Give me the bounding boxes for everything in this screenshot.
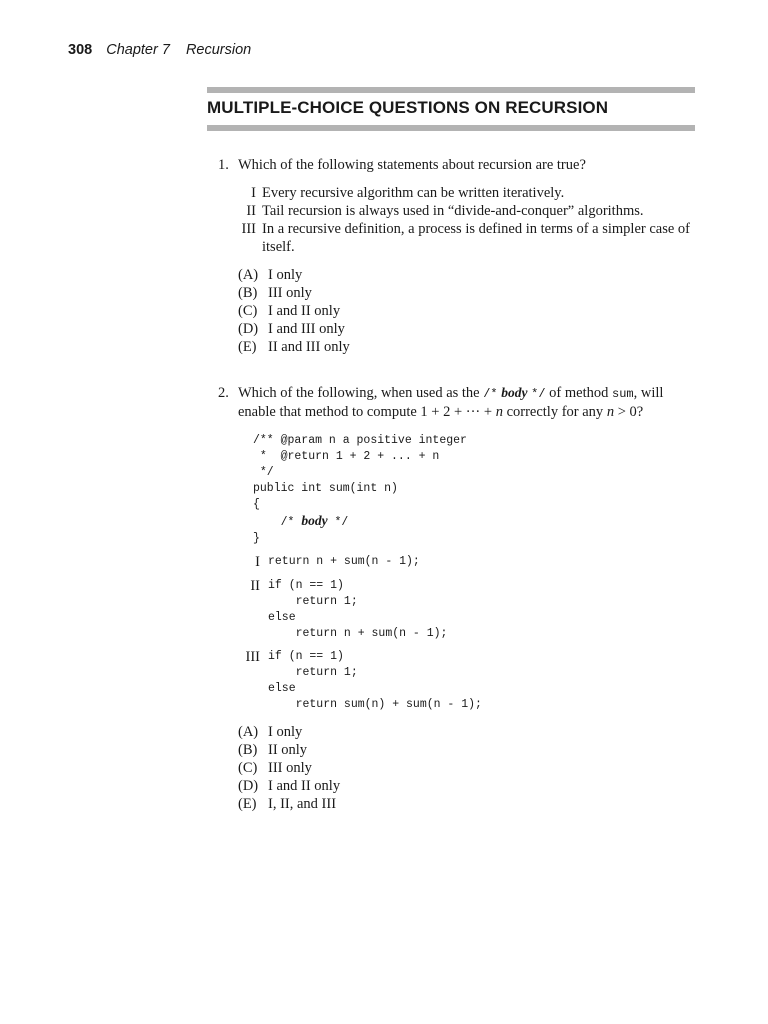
answer-choice[interactable] — [238, 723, 696, 741]
stem-code: /* — [483, 387, 498, 401]
code-line: } — [253, 532, 260, 545]
answer-choice[interactable] — [238, 795, 696, 813]
choice-text: I only — [268, 267, 303, 283]
choice-text: II only — [268, 742, 308, 758]
choice-label: (E) — [238, 796, 257, 812]
answer-choice[interactable] — [238, 741, 696, 759]
option-item — [218, 553, 696, 571]
choice-text: I and II only — [268, 303, 341, 319]
choice-label: (B) — [238, 742, 258, 758]
code-line: /** @param n a positive integer — [253, 434, 467, 447]
question-1-stem — [218, 156, 696, 174]
stem-body-word: body — [501, 385, 528, 400]
choice-label: (D) — [238, 778, 259, 794]
code-comment: /* — [253, 516, 295, 529]
option-item — [218, 577, 696, 642]
choice-label: (A) — [238, 724, 259, 740]
choice-text: II and III only — [268, 339, 350, 355]
stem-text: correctly for any — [502, 404, 607, 420]
statement-text: Every recursive algorithm can be written iteratively. — [262, 185, 565, 201]
answer-choice[interactable] — [238, 759, 696, 777]
answer-choice[interactable] — [238, 338, 696, 356]
answer-choice[interactable] — [238, 777, 696, 795]
code-line-body — [253, 513, 696, 531]
answer-choice[interactable] — [238, 284, 696, 302]
question-2-stem — [218, 384, 696, 421]
question-number: 2. — [218, 385, 229, 401]
choice-text: III only — [268, 285, 312, 301]
choice-text: III only — [268, 760, 312, 776]
option-code: if (n == 1) return 1; else return n + sum(n - 1); — [268, 579, 448, 640]
choice-text: I only — [268, 724, 303, 740]
statement-label: II — [246, 203, 256, 219]
chapter-label: Chapter 7 — [106, 42, 170, 58]
option-list — [218, 553, 696, 713]
option-item — [218, 648, 696, 713]
code-line: { — [253, 498, 260, 511]
question-text: Which of the following statements about recursion are true? — [238, 157, 586, 173]
answer-choice[interactable] — [238, 320, 696, 338]
page-number: 308 — [68, 42, 93, 58]
stem-text: Which of the following, when used as the — [238, 385, 484, 401]
choice-text: I, II, and III — [268, 796, 337, 812]
option-code: return n + sum(n - 1); — [268, 555, 420, 568]
running-head — [68, 42, 251, 58]
option-label: II — [250, 578, 260, 594]
chapter-title: Recursion — [185, 42, 252, 58]
choice-label: (A) — [238, 267, 259, 283]
section-title: MULTIPLE-CHOICE QUESTIONS ON RECURSION — [207, 98, 609, 117]
stem-text: of method — [545, 385, 612, 401]
answer-choices — [238, 723, 696, 813]
code-line: public int sum(int n) — [253, 482, 398, 495]
stem-text: > 0? — [614, 404, 644, 420]
choice-label: (D) — [238, 321, 259, 337]
stem-text: , will enable that method to compute 1 + 2 + ··· + — [238, 385, 664, 420]
answer-choices — [238, 266, 696, 356]
stem-method-name: sum — [612, 387, 634, 401]
answer-choice[interactable] — [238, 302, 696, 320]
statement-item — [218, 202, 696, 220]
choice-text: I and III only — [268, 321, 345, 337]
code-body-word: body — [301, 513, 328, 528]
method-code — [253, 433, 696, 547]
stem-code: */ — [531, 387, 546, 401]
statement-text: In a recursive definition, a process is defined in terms of a simpler case of itself. — [262, 221, 691, 255]
section-rule-top — [207, 87, 695, 93]
answer-choice[interactable] — [238, 266, 696, 284]
stem-variable: n — [606, 404, 615, 420]
option-code: if (n == 1) return 1; else return sum(n) + sum(n - 1); — [268, 650, 482, 711]
question-2 — [218, 384, 696, 813]
choice-label: (B) — [238, 285, 258, 301]
statement-item — [218, 220, 696, 256]
choice-text: I and II only — [268, 778, 341, 794]
statement-item — [218, 184, 696, 202]
statement-text: Tail recursion is always used in “divide-and-conquer” algorithms. — [262, 203, 644, 219]
stem-variable: n — [495, 404, 503, 420]
choice-label: (C) — [238, 760, 258, 776]
section-rule-bottom — [207, 125, 695, 131]
option-label: III — [245, 649, 260, 665]
question-text — [238, 384, 696, 421]
statement-label: I — [251, 185, 256, 201]
option-label: I — [255, 554, 260, 570]
code-line: */ — [253, 466, 274, 479]
statement-label: III — [241, 221, 256, 237]
code-line: * @return 1 + 2 + ... + n — [253, 450, 440, 463]
code-comment: */ — [334, 516, 349, 529]
question-1 — [218, 156, 696, 356]
choice-label: (C) — [238, 303, 258, 319]
choice-label: (E) — [238, 339, 257, 355]
statement-list — [218, 184, 696, 256]
question-number: 1. — [218, 157, 229, 173]
